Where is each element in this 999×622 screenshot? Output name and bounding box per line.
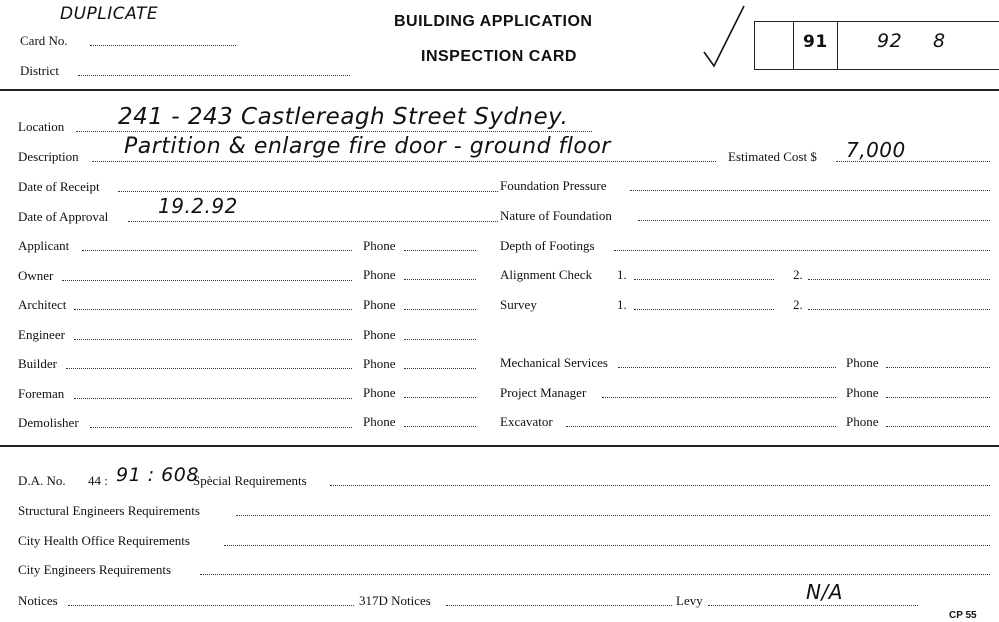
estimated-cost-label: Estimated Cost $ [728, 149, 817, 164]
nature-of-foundation-field[interactable] [638, 220, 990, 221]
notices-label: Notices [18, 593, 58, 608]
foreman-field[interactable] [74, 398, 352, 399]
date-of-approval-field[interactable] [128, 221, 498, 222]
card-no-field[interactable] [90, 45, 236, 46]
project-manager-phone-field[interactable] [886, 397, 990, 398]
notices-317d-field[interactable] [446, 605, 672, 606]
depth-of-footings-label: Depth of Footings [500, 238, 595, 253]
notices-317d-label: 317D Notices [359, 593, 431, 608]
survey-label: Survey [500, 297, 537, 312]
mechanical-services-field[interactable] [618, 367, 836, 368]
owner-phone-label: Phone [363, 267, 396, 282]
location-field[interactable] [76, 131, 592, 132]
builder-field[interactable] [66, 368, 352, 369]
box-value-3: 8 [933, 30, 946, 52]
levy-value: N/A [806, 580, 843, 604]
bottom-divider [0, 445, 999, 447]
levy-label: Levy [676, 593, 703, 608]
box-value-1: 91 [803, 32, 828, 52]
date-of-approval-label: Date of Approval [18, 209, 109, 224]
builder-phone-field[interactable] [404, 368, 476, 369]
demolisher-label: Demolisher [18, 415, 79, 430]
mechanical-services-label: Mechanical Services [500, 355, 608, 370]
architect-field[interactable] [74, 309, 352, 310]
description-field[interactable] [92, 161, 716, 162]
engineer-field[interactable] [74, 339, 352, 340]
card-number-boxes [754, 21, 999, 70]
applicant-phone-field[interactable] [404, 250, 476, 251]
health-requirements-field[interactable] [224, 545, 990, 546]
health-requirements-label: City Health Office Requirements [18, 533, 190, 548]
foreman-phone-field[interactable] [404, 397, 476, 398]
architect-phone-label: Phone [363, 297, 396, 312]
estimated-cost-value: 7,000 [846, 138, 906, 162]
applicant-phone-label: Phone [363, 238, 396, 253]
nature-of-foundation-label: Nature of Foundation [500, 208, 612, 223]
alignment-check-field-1[interactable] [634, 279, 774, 280]
excavator-label: Excavator [500, 414, 553, 429]
notices-field[interactable] [68, 605, 354, 606]
demolisher-phone-field[interactable] [404, 426, 476, 427]
project-manager-phone-label: Phone [846, 385, 879, 400]
description-value: Partition & enlarge fire door - ground floor [124, 134, 611, 159]
survey-field-2[interactable] [808, 309, 990, 310]
engineer-phone-label: Phone [363, 327, 396, 342]
city-engineers-requirements-field[interactable] [200, 574, 990, 575]
mechanical-services-phone-field[interactable] [886, 367, 990, 368]
alignment-check-num-2: 2. [793, 267, 803, 282]
alignment-check-label: Alignment Check [500, 267, 593, 282]
top-divider [0, 89, 999, 91]
location-label: Location [18, 119, 65, 134]
da-no-label: D.A. No. [18, 473, 66, 488]
builder-phone-label: Phone [363, 356, 396, 371]
excavator-phone-field[interactable] [886, 426, 990, 427]
duplicate-note: DUPLICATE [60, 4, 159, 24]
special-requirements-field[interactable] [330, 485, 990, 486]
builder-label: Builder [18, 356, 57, 371]
applicant-label: Applicant [18, 238, 70, 253]
date-of-receipt-label: Date of Receipt [18, 179, 100, 194]
district-field[interactable] [78, 75, 350, 76]
form-title-line2: INSPECTION CARD [421, 48, 577, 65]
foundation-pressure-label: Foundation Pressure [500, 178, 607, 193]
alignment-check-num-1: 1. [617, 267, 627, 282]
da-prefix: 44 : [88, 473, 108, 488]
special-requirements-label: Spècial Requirements [193, 473, 307, 488]
form-code: CP 55 [949, 610, 977, 621]
owner-label: Owner [18, 268, 54, 283]
da-value: 91 : 608 [116, 464, 199, 486]
survey-num-1: 1. [617, 297, 627, 312]
date-of-approval-value: 19.2.92 [158, 194, 238, 218]
project-manager-field[interactable] [602, 397, 836, 398]
description-label: Description [18, 149, 79, 164]
foreman-label: Foreman [18, 386, 65, 401]
excavator-field[interactable] [566, 426, 836, 427]
survey-field-1[interactable] [634, 309, 774, 310]
card-no-label: Card No. [20, 33, 68, 48]
demolisher-phone-label: Phone [363, 414, 396, 429]
levy-field[interactable] [708, 605, 918, 606]
city-engineers-requirements-label: City Engineers Requirements [18, 562, 172, 577]
applicant-field[interactable] [82, 250, 352, 251]
mechanical-services-phone-label: Phone [846, 355, 879, 370]
form-title-line1: BUILDING APPLICATION [394, 13, 593, 30]
demolisher-field[interactable] [90, 427, 352, 428]
structural-requirements-field[interactable] [236, 515, 990, 516]
engineer-label: Engineer [18, 327, 65, 342]
engineer-phone-field[interactable] [404, 339, 476, 340]
owner-field[interactable] [62, 280, 352, 281]
foundation-pressure-field[interactable] [630, 190, 990, 191]
survey-num-2: 2. [793, 297, 803, 312]
district-label: District [20, 63, 59, 78]
structural-requirements-label: Structural Engineers Requirements [18, 503, 200, 518]
foreman-phone-label: Phone [363, 385, 396, 400]
alignment-check-field-2[interactable] [808, 279, 990, 280]
date-of-receipt-field[interactable] [118, 191, 498, 192]
project-manager-label: Project Manager [500, 385, 587, 400]
location-value: 241 - 243 Castlereagh Street Sydney. [118, 104, 569, 130]
architect-label: Architect [18, 297, 67, 312]
depth-of-footings-field[interactable] [614, 250, 990, 251]
owner-phone-field[interactable] [404, 279, 476, 280]
box-value-2: 92 [877, 30, 903, 52]
excavator-phone-label: Phone [846, 414, 879, 429]
architect-phone-field[interactable] [404, 309, 476, 310]
check-mark-icon [700, 2, 750, 72]
